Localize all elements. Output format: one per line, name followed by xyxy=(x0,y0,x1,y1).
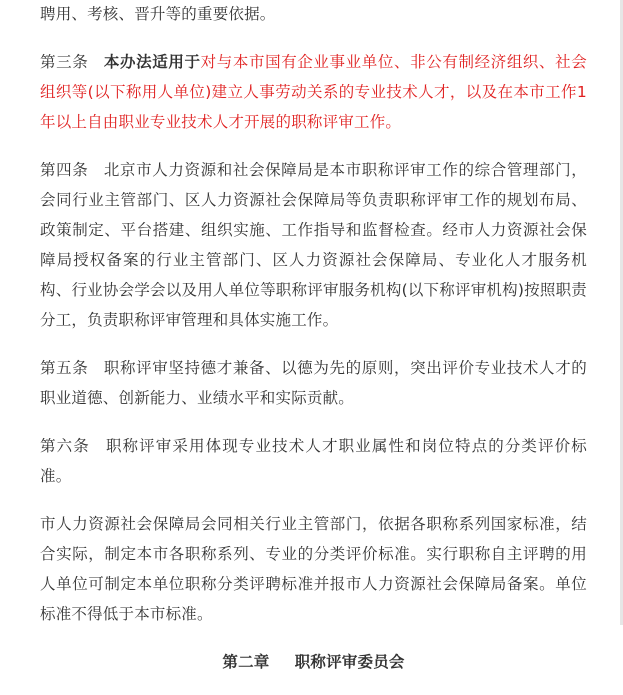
article-4-number: 第四条 xyxy=(40,161,89,179)
article-6 xyxy=(40,431,587,491)
article-3-highlight: 对与本市国有企业事业单位、非公有制经济组织、社会组织等(以下称用人单位)建立人事劳动关系的专业技术人才，以及在本市工作1年以上自由职业专业技术人才开展的职称评审工作。 xyxy=(40,53,587,131)
article-3 xyxy=(40,47,587,137)
intro-tail-text: 聘用、考核、晋升等的重要依据。 xyxy=(40,5,276,23)
article-6-detail-paragraph xyxy=(40,509,587,629)
article-3-lead: 本办法适用于 xyxy=(103,53,201,71)
chapter-title: 职称评审委员会 xyxy=(294,653,405,671)
article-5-number: 第五条 xyxy=(40,359,89,377)
article-6-text: 职称评审采用体现专业技术人才职业属性和岗位特点的分类评价标准。 xyxy=(40,437,587,485)
article-6-detail-text: 市人力资源社会保障局会同相关行业主管部门，依据各职称系列国家标准，结合实际，制定本市各职称系列、专业的分类评价标准。实行职称自主评聘的用人单位可制定本单位职称分类评聘标准并报市人力资源社会保障局备案。单位标准不得低于本市标准。 xyxy=(40,515,587,623)
article-3-number: 第三条 xyxy=(40,53,89,71)
article-5 xyxy=(40,353,587,413)
article-4 xyxy=(40,155,587,335)
chapter-heading xyxy=(40,647,587,677)
chapter-number: 第二章 xyxy=(222,653,270,671)
article-5-text: 职称评审坚持德才兼备、以德为先的原则，突出评价专业技术人才的职业道德、创新能力、业绩水平和实际贡献。 xyxy=(40,359,587,407)
article-6-number: 第六条 xyxy=(40,437,90,455)
article-body xyxy=(40,0,587,695)
article-4-text: 北京市人力资源和社会保障局是本市职称评审工作的综合管理部门，会同行业主管部门、区人力资源社会保障局等负责职称评审工作的规划布局、政策制定、平台搭建、组织实施、工作指导和监督检查。经市人力资源社会保障局授权备案的行业主管部门、区人力资源社会保障局、专业化人才服务机构、行业协会学会以及用人单位等职称评审服务机构(以下称评审机构)按照职责分工，负责职称评审管理和具体实施工作。 xyxy=(40,161,587,329)
intro-tail-paragraph xyxy=(40,0,587,29)
